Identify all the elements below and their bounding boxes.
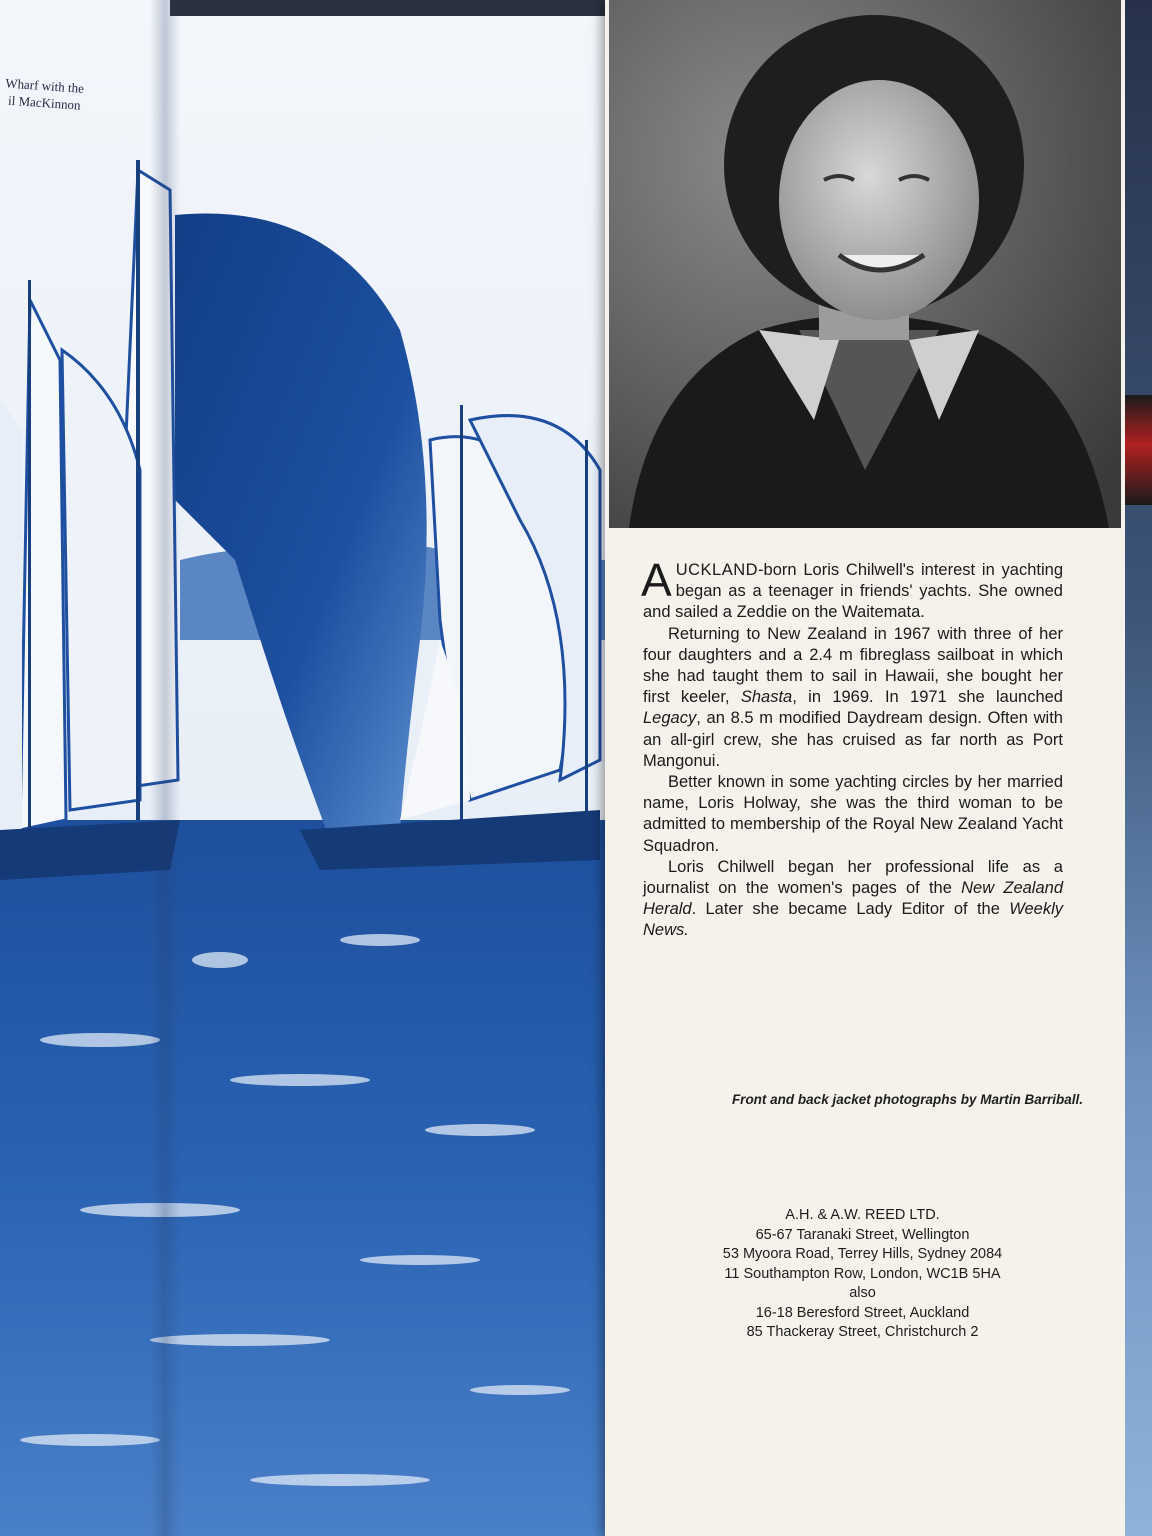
bio-p4-a: Loris Chilwell began her professional life as a journalist on the women's pages of the bbox=[643, 857, 1063, 898]
publisher-name: A.H. & A.W. REED LTD. bbox=[785, 1207, 940, 1223]
bio-paragraph-4 bbox=[643, 857, 1063, 942]
photo-credit: Front and back jacket photographs by Martin Barriball. bbox=[731, 1092, 1083, 1107]
publisher-address-5: 85 Thackeray Street, Christchurch 2 bbox=[746, 1324, 979, 1340]
bio-dropcap: A bbox=[641, 554, 672, 606]
bio-p4-b: . Later she became Lady Editor of the bbox=[691, 900, 1010, 919]
publisher-also: also bbox=[849, 1285, 876, 1301]
author-portrait bbox=[609, 0, 1121, 528]
bio-smallcaps: UCKLAND bbox=[675, 561, 759, 579]
bio-p2-c: , an 8.5 m modified Daydream design. Often with an all-girl crew, she has cruised as far north as Port Mangonui. bbox=[643, 709, 1063, 770]
bio-p4-weekly: Weekly News. bbox=[643, 900, 1063, 940]
bio-p4-herald: New Zealand Herald bbox=[643, 879, 1063, 919]
publisher-address-4: 16-18 Beresford Street, Auckland bbox=[755, 1304, 970, 1321]
bio-p1-text: -born Loris Chilwell's interest in yachting began as a teenager in friends' yachts. She owned and sailed a Zeddie on the Waitemata. bbox=[643, 561, 1063, 622]
publisher-address-2: 53 Myoora Road, Terrey Hills, Sydney 2084 bbox=[722, 1246, 1003, 1262]
jacket-flap bbox=[605, 0, 1125, 1536]
author-portrait-icon bbox=[609, 0, 1121, 528]
bio-p2-b: , in 1969. In 1971 she launched bbox=[792, 688, 1063, 707]
author-biography bbox=[641, 554, 1063, 942]
back-cover-edge bbox=[1125, 0, 1152, 1536]
bio-p2-legacy: Legacy bbox=[643, 709, 697, 728]
publisher-address-1: 65-67 Taranaki Street, Wellington bbox=[755, 1226, 970, 1243]
publisher-address-3: 11 Southampton Row, London, WC1B 5HA bbox=[724, 1265, 1001, 1282]
bio-p2-a: Returning to New Zealand in 1967 with three of her four daughters and a 2.4 m fibreglass sailboat in which she had taught them to sail in Hawaii, she bought her first keeler, bbox=[643, 624, 1063, 707]
cover-top-edge bbox=[170, 0, 605, 16]
book-gutter bbox=[150, 0, 180, 1536]
bio-paragraph-1 bbox=[641, 554, 1063, 624]
back-cover-red-accent bbox=[1125, 395, 1152, 505]
bio-p2-shasta: Shasta bbox=[740, 688, 793, 707]
publisher-block bbox=[625, 1206, 1100, 1343]
bio-paragraph-2 bbox=[643, 624, 1063, 772]
caption-line-2: il MacKinnon bbox=[7, 92, 82, 113]
caption-line-1: Wharf with the bbox=[4, 75, 85, 96]
bio-paragraph-3: Better known in some yachting circles by her married name, Loris Holway, she was the third woman to be admitted to membership of the Royal New Zealand Yacht Squadron. bbox=[643, 773, 1063, 855]
